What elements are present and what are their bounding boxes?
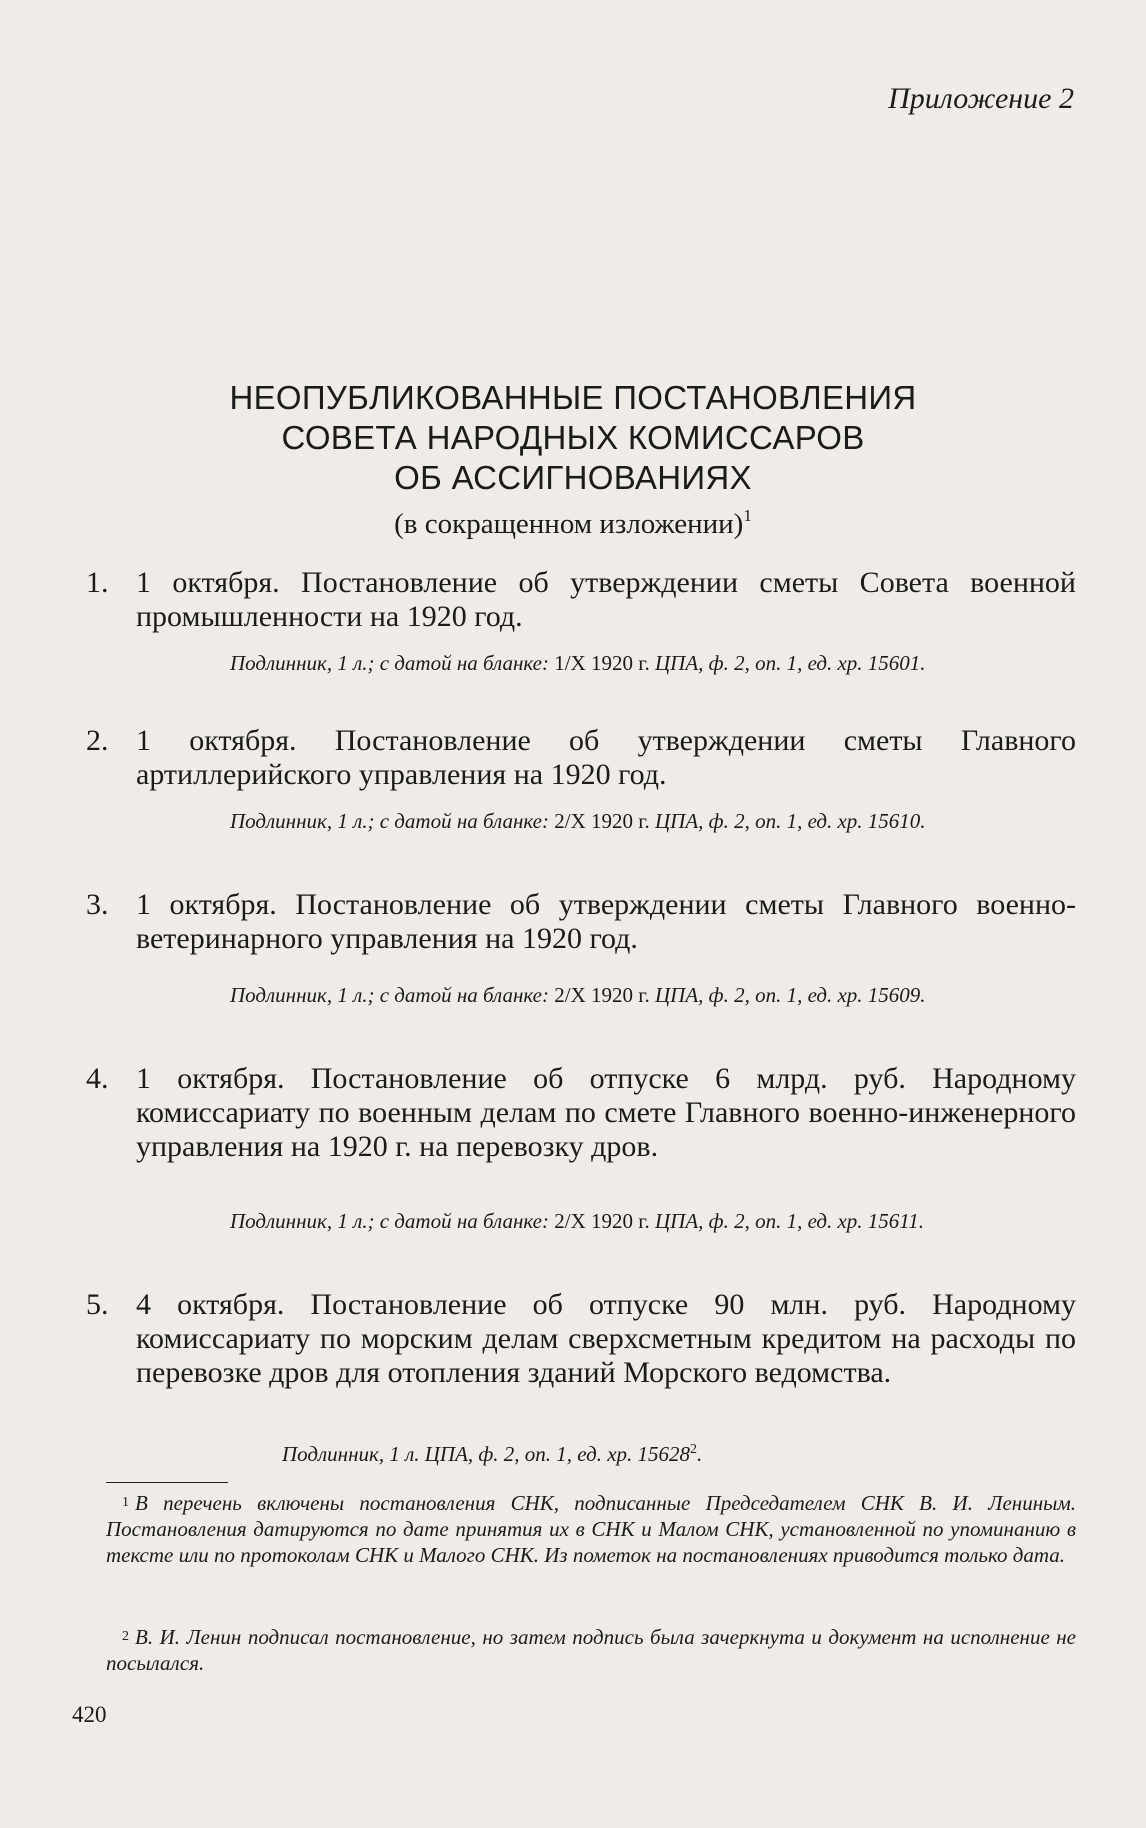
footnote-ref-2: 2 (690, 1442, 698, 1457)
entry-source-4 (230, 1208, 1076, 1235)
appendix-label: Приложение 2 (888, 82, 1074, 115)
footnote-2 (106, 1624, 1076, 1676)
source-date: 1/X 1920 г. (554, 651, 650, 675)
footnote-1 (106, 1490, 1076, 1568)
entry-source-1 (230, 650, 1076, 677)
source-note: Подлинник, 1 л.; с датой на бланке: (230, 809, 549, 833)
resolution-entry-1 (86, 566, 1076, 634)
entry-number: 1. (86, 566, 109, 599)
source-archive: ЦПА, ф. 2, оп. 1, ед. хр. 15611. (655, 1209, 925, 1233)
entry-source-3 (230, 982, 1076, 1009)
entry-number: 5. (86, 1288, 109, 1321)
resolution-entry-3 (86, 888, 1076, 956)
source-date: 2/X 1920 г. (554, 1209, 650, 1233)
entry-number: 3. (86, 888, 109, 921)
subtitle-text: (в сокращенном изложении) (394, 508, 744, 540)
source-note: Подлинник, 1 л.; с датой на бланке: (230, 1209, 549, 1233)
resolution-entry-5 (86, 1288, 1076, 1390)
title-line-3: ОБ АССИГНОВАНИЯХ (394, 459, 752, 496)
entry-text: 1 октября. Постановление об утверждении сметы Главного артиллерийского управления на 1920 год. (136, 724, 1076, 791)
entry-number: 4. (86, 1062, 109, 1095)
source-note: Подлинник, 1 л.; с датой на бланке: (230, 983, 549, 1007)
entry-text: 1 октября. Постановление об утверждении сметы Совета военной промышленности на 1920 год. (136, 566, 1076, 633)
document-subtitle (0, 508, 1146, 541)
source-archive: ЦПА, ф. 2, оп. 1, ед. хр. 15601. (655, 651, 926, 675)
entry-text: 4 октября. Постановление об отпуске 90 млн. руб. Народному комиссариату по морским делам сверхсметным кредитом на расходы по перевозке дров для отопления зданий Морского ведомства. (136, 1288, 1076, 1389)
footnote-mark: 2 (122, 1629, 129, 1644)
footnote-text: В перечень включены постановления СНК, подписанные Председателем СНК В. И. Лениным. Постановления датируются по дате принятия их в СНК и Малом СНК, установленной по упоминанию в тексте или по протоколам СНК и Малого СНК. Из пометок на постановлениях приводится только дата. (106, 1491, 1076, 1567)
source-end: . (697, 1442, 703, 1466)
footnote-ref-1: 1 (743, 506, 752, 525)
page-number: 420 (72, 1702, 107, 1727)
footnote-divider (106, 1482, 228, 1483)
source-date: 2/X 1920 г. (554, 809, 650, 833)
source-note: Подлинник, 1 л.; с датой на бланке: (230, 651, 549, 675)
entry-number: 2. (86, 724, 109, 757)
source-archive: Подлинник, 1 л. ЦПА, ф. 2, оп. 1, ед. хр. 15628 (282, 1442, 691, 1466)
footnote-text: В. И. Ленин подписал постановление, но затем подпись была зачеркнута и документ на исполнение не посылался. (106, 1625, 1076, 1675)
resolution-entry-2 (86, 724, 1076, 792)
title-line-2: СОВЕТА НАРОДНЫХ КОМИССАРОВ (281, 419, 865, 456)
resolution-entry-4 (86, 1062, 1076, 1164)
source-archive: ЦПА, ф. 2, оп. 1, ед. хр. 15609. (655, 983, 926, 1007)
footnote-mark: 1 (122, 1495, 129, 1510)
entry-text: 1 октября. Постановление об утверждении сметы Главного военно-ветеринарного управления на 1920 год. (136, 888, 1076, 955)
entry-source-2 (230, 808, 1076, 835)
title-line-1: НЕОПУБЛИКОВАННЫЕ ПОСТАНОВЛЕНИЯ (229, 379, 917, 416)
document-title (0, 378, 1146, 498)
entry-text: 1 октября. Постановление об отпуске 6 млрд. руб. Народному комиссариату по военным делам по смете Главного военно-инженерного управления на 1920 г. на перевозку дров. (136, 1062, 1076, 1163)
source-archive: ЦПА, ф. 2, оп. 1, ед. хр. 15610. (655, 809, 926, 833)
entry-source-5 (282, 1436, 1082, 1468)
source-date: 2/X 1920 г. (554, 983, 650, 1007)
